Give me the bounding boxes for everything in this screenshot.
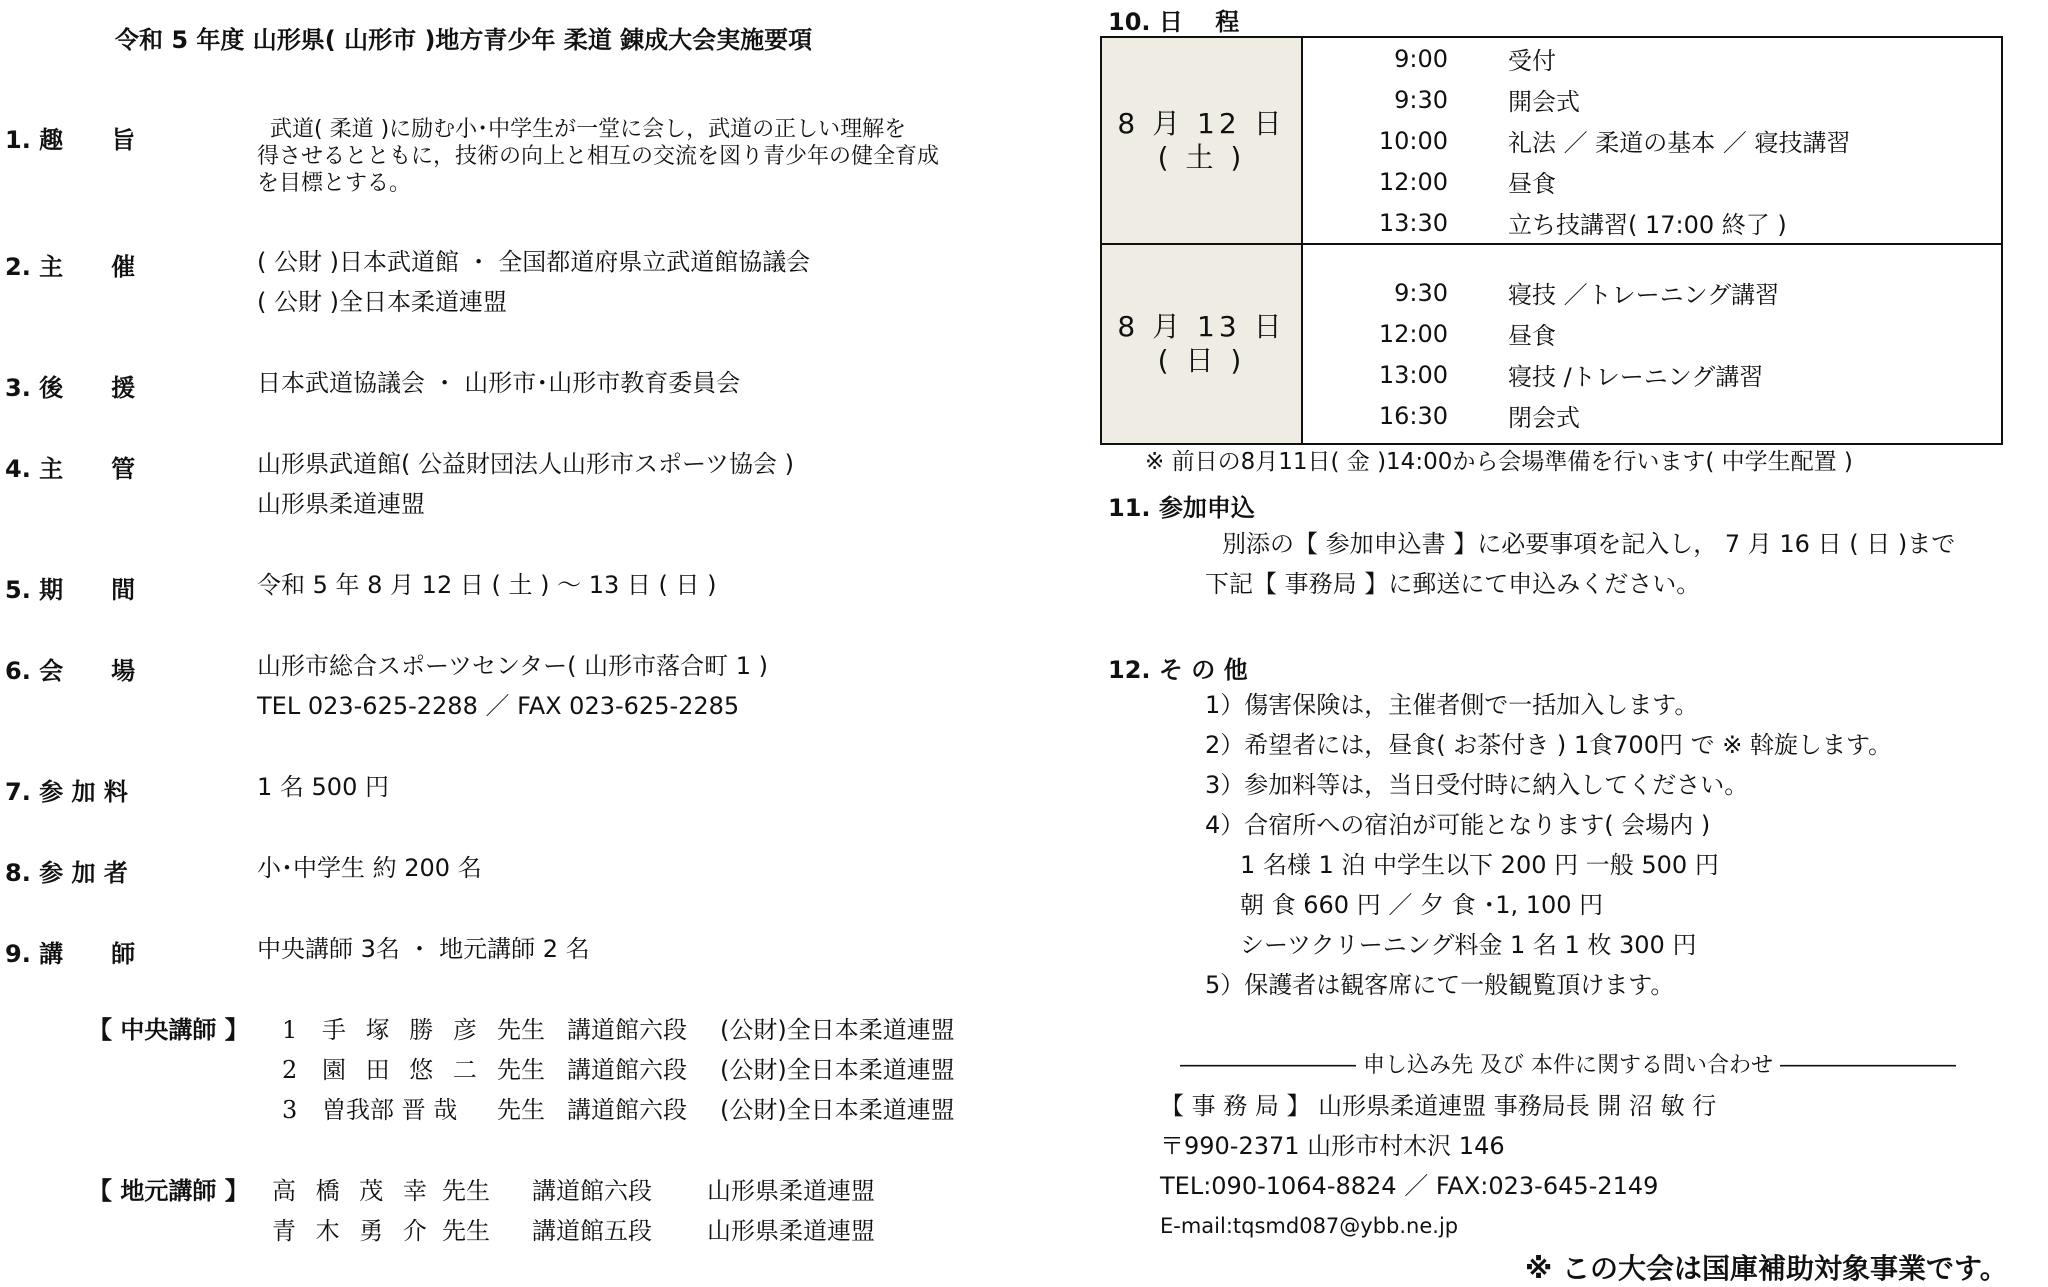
other-line-6: 朝 食 660 円 ／ 夕 食 ･1, 100 円 [1240, 891, 1604, 919]
section-1-heading: 1. 趣 旨 [5, 126, 136, 154]
application-heading: 11. 参加申込 [1108, 494, 1255, 522]
section-4-line-2: 山形県柔道連盟 [257, 490, 425, 518]
event-time: 16:30 [1378, 401, 1448, 430]
section-3-line-1: 日本武道協議会 ・ 山形市･山形市教育委員会 [257, 369, 741, 397]
schedule-dow: ( 土 ) [1157, 140, 1246, 174]
contact-email: E-mail:tqsmd087@ybb.ne.jp [1160, 1214, 1459, 1238]
document-title: 令和 5 年度 山形県( 山形市 )地方青少年 柔道 錬成大会実施要項 [115, 26, 813, 54]
event-name: 昼食 [1508, 170, 1556, 198]
section-6-heading: 6. 会 場 [5, 657, 136, 685]
event-name: 開会式 [1508, 88, 1580, 116]
schedule-event [1303, 120, 2001, 161]
schedule-events-cell [1302, 244, 2002, 444]
event-name: 立ち技講習( 17:00 終了 ) [1508, 211, 1787, 239]
lecturer-name: 高 橋 茂 幸 [272, 1177, 433, 1205]
schedule-event [1303, 38, 2001, 79]
event-name: 閉会式 [1508, 404, 1580, 432]
section-8-heading: 8. 参 加 者 [5, 859, 128, 887]
application-line-1: 別添の【 参加申込書 】に必要事項を記入し， 7 月 16 日 ( 日 )まで [1222, 530, 1956, 558]
lecturer-no: 2 [282, 1056, 298, 1084]
other-heading: 12. そ の 他 [1108, 656, 1248, 684]
schedule-heading: 10. 日 程 [1108, 8, 1240, 36]
lecturer-name: 青 木 勇 介 [272, 1217, 433, 1245]
schedule-event [1303, 79, 2001, 120]
schedule-event [1303, 272, 2001, 313]
event-name: 寝技 ／トレーニング講習 [1508, 281, 1780, 309]
lecturer-rank: 講道館六段 [532, 1177, 652, 1205]
event-time: 12:00 [1378, 167, 1448, 196]
section-1-line-3: を目標とする。 [257, 171, 412, 196]
other-line-1: 1）傷害保険は，主催者側で一括加入します。 [1205, 691, 1699, 719]
event-time: 9:00 [1394, 44, 1448, 73]
schedule-note: ※ 前日の8月11日( 金 )14:00から会場準備を行います( 中学生配置 ) [1145, 449, 1853, 475]
schedule-event [1303, 313, 2001, 354]
schedule-event [1303, 395, 2001, 436]
contact-phone: TEL:090-1064-8824 ／ FAX:023-645-2149 [1160, 1172, 1659, 1200]
event-time: 9:30 [1394, 85, 1448, 114]
lecturer-org: 山形県柔道連盟 [707, 1217, 875, 1245]
event-time: 10:00 [1378, 126, 1448, 155]
local-lecturers-label: 【 地元講師 】 [88, 1177, 249, 1205]
schedule-day-row [1101, 37, 2002, 244]
section-9-heading: 9. 講 師 [5, 940, 136, 968]
section-5-line-1: 令和 5 年 8 月 12 日 ( 土 ) ～ 13 日 ( 日 ) [257, 571, 717, 599]
event-time: 13:00 [1378, 360, 1448, 389]
event-time: 13:30 [1378, 208, 1448, 237]
section-3-heading: 3. 後 援 [5, 374, 136, 402]
lecturer-title: 先生 [497, 1096, 545, 1124]
lecturer-title: 先生 [497, 1056, 545, 1084]
event-name: 礼法 ／ 柔道の基本 ／ 寝技講習 [1508, 129, 1851, 157]
section-9-line-1: 中央講師 3名 ・ 地元講師 2 名 [257, 935, 590, 963]
schedule-table [1100, 36, 2003, 445]
schedule-event [1303, 354, 2001, 395]
section-1-line-2: 得させるとともに，技術の向上と相互の交流を図り青少年の健全育成 [257, 144, 940, 169]
lecturer-org: (公財)全日本柔道連盟 [720, 1016, 955, 1044]
schedule-day-cell [1101, 244, 1302, 444]
schedule-date: 8 月 12 日 [1117, 106, 1286, 140]
section-6-line-1: 山形市総合スポーツセンター( 山形市落合町 1 ) [257, 652, 768, 680]
lecturer-name: 曽我部 晋 哉 [322, 1096, 458, 1124]
event-time: 9:30 [1394, 278, 1448, 307]
lecturer-no: 3 [282, 1096, 298, 1124]
other-line-8: 5）保護者は観客席にて一般観覧頂けます。 [1205, 971, 1675, 999]
lecturer-title: 先生 [442, 1217, 490, 1245]
contact-heading: ―――――――― 申し込み先 及び 本件に関する問い合わせ ―――――――― [1180, 1053, 1956, 1078]
schedule-event [1303, 161, 2001, 202]
subsidy-note: ※ この大会は国庫補助対象事業です。 [1525, 1252, 2008, 1285]
contact-office: 【 事 務 局 】 山形県柔道連盟 事務局長 開 沼 敏 行 [1160, 1092, 1717, 1120]
lecturer-rank: 講道館六段 [567, 1016, 687, 1044]
contact-postal: 〒990-2371 山形市村木沢 146 [1160, 1132, 1505, 1160]
section-2-line-1: ( 公財 )日本武道館 ・ 全国都道府県立武道館協議会 [257, 248, 811, 276]
section-8-line-1: 小･中学生 約 200 名 [257, 854, 482, 882]
other-line-7: シーツクリーニング料金 1 名 1 枚 300 円 [1240, 931, 1697, 959]
event-time: 12:00 [1378, 319, 1448, 348]
other-line-4: 4）合宿所への宿泊が可能となります( 会場内 ) [1205, 811, 1711, 839]
lecturer-org: (公財)全日本柔道連盟 [720, 1096, 955, 1124]
central-lecturers-label: 【 中央講師 】 [88, 1016, 249, 1044]
lecturer-rank: 講道館六段 [567, 1056, 687, 1084]
section-4-line-1: 山形県武道館( 公益財団法人山形市スポーツ協会 ) [257, 450, 795, 478]
schedule-date: 8 月 13 日 [1117, 310, 1286, 343]
section-5-heading: 5. 期 間 [5, 576, 136, 604]
schedule-day-row [1101, 244, 2002, 444]
schedule-dow: ( 日 ) [1157, 344, 1246, 377]
other-line-5: 1 名様 1 泊 中学生以下 200 円 一般 500 円 [1240, 851, 1719, 879]
lecturer-org: 山形県柔道連盟 [707, 1177, 875, 1205]
section-7-line-1: 1 名 500 円 [257, 773, 389, 801]
lecturer-name: 園 田 悠 二 [322, 1056, 483, 1084]
lecturer-title: 先生 [442, 1177, 490, 1205]
section-4-heading: 4. 主 管 [5, 455, 136, 483]
section-6-line-2: TEL 023-625-2288 ／ FAX 023-625-2285 [257, 692, 740, 720]
application-line-2: 下記【 事務局 】に郵送にて申込みください。 [1205, 570, 1701, 598]
schedule-day-cell [1101, 37, 1302, 244]
lecturer-org: (公財)全日本柔道連盟 [720, 1056, 955, 1084]
schedule-event [1303, 202, 2001, 243]
other-line-2: 2）希望者には，昼食( お茶付き ) 1食700円 で ※ 斡旋します。 [1205, 731, 1893, 759]
lecturer-no: 1 [282, 1016, 298, 1044]
event-name: 寝技 /トレーニング講習 [1508, 363, 1764, 391]
event-name: 昼食 [1508, 322, 1556, 350]
lecturer-name: 手 塚 勝 彦 [322, 1016, 483, 1044]
section-2-heading: 2. 主 催 [5, 253, 136, 281]
section-2-line-2: ( 公財 )全日本柔道連盟 [257, 288, 507, 316]
lecturer-title: 先生 [497, 1016, 545, 1044]
lecturer-rank: 講道館五段 [532, 1217, 652, 1245]
lecturer-rank: 講道館六段 [567, 1096, 687, 1124]
event-name: 受付 [1508, 47, 1556, 75]
section-7-heading: 7. 参 加 料 [5, 778, 128, 806]
schedule-events-cell [1302, 37, 2002, 244]
other-line-3: 3）参加料等は，当日受付時に納入してください。 [1205, 771, 1749, 799]
section-1-line-1: 武道( 柔道 )に励む小･中学生が一堂に会し，武道の正しい理解を [270, 117, 907, 142]
